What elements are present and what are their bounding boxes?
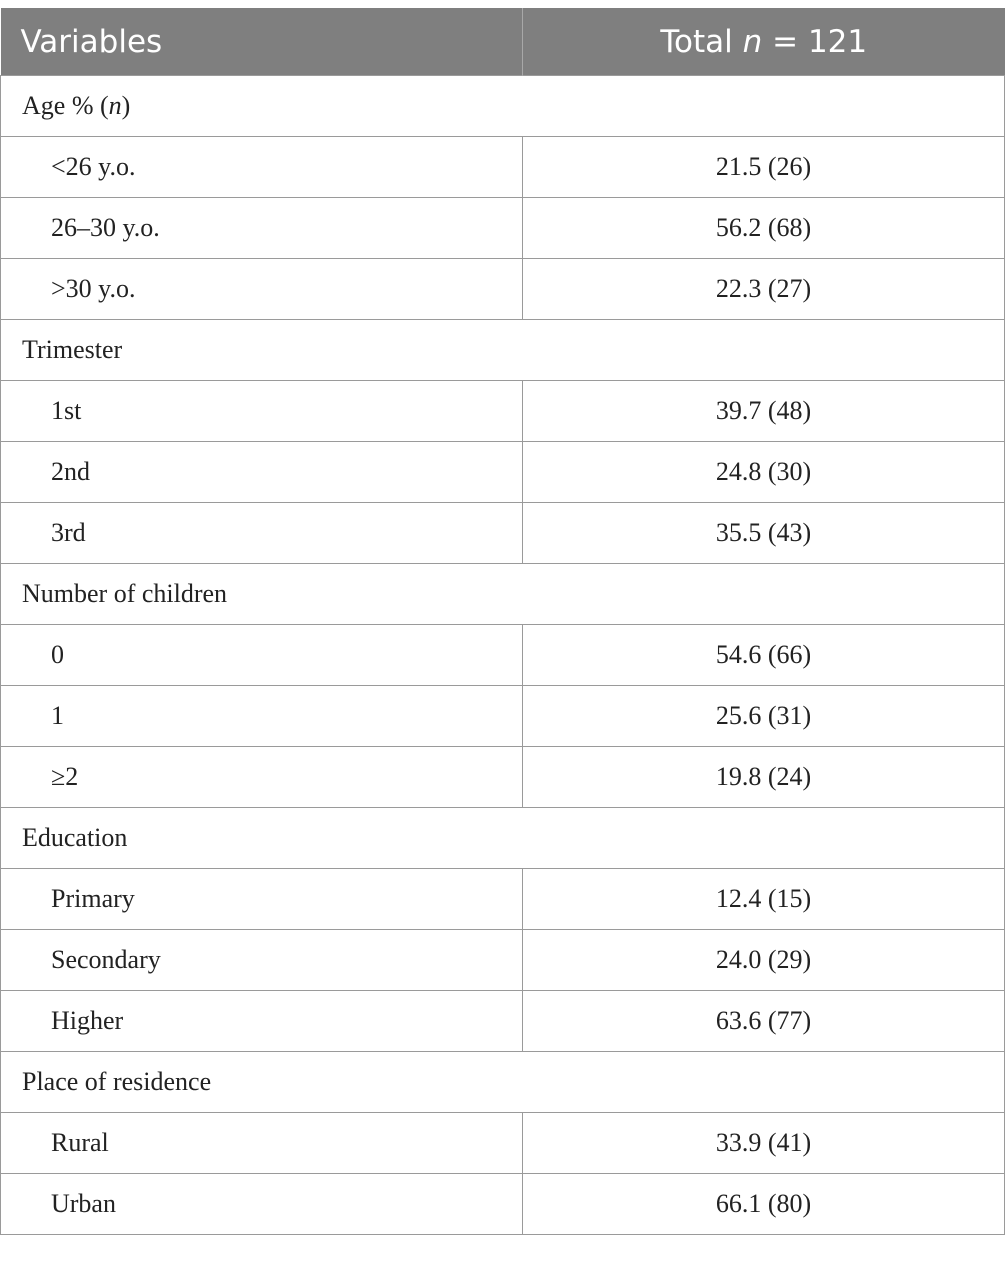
table-row bbox=[1, 503, 1005, 564]
row-label: 0 bbox=[1, 625, 523, 686]
row-value: 21.5 (26) bbox=[523, 137, 1005, 198]
row-value: 25.6 (31) bbox=[523, 686, 1005, 747]
row-value: 24.0 (29) bbox=[523, 930, 1005, 991]
row-value: 56.2 (68) bbox=[523, 198, 1005, 259]
row-value: 39.7 (48) bbox=[523, 381, 1005, 442]
group-label-age bbox=[1, 76, 1005, 137]
table-row bbox=[1, 259, 1005, 320]
row-label: 1 bbox=[1, 686, 523, 747]
group-row-children bbox=[1, 564, 1005, 625]
row-label: 3rd bbox=[1, 503, 523, 564]
row-label: Rural bbox=[1, 1113, 523, 1174]
group-row-residence bbox=[1, 1052, 1005, 1113]
table-row bbox=[1, 198, 1005, 259]
table-row bbox=[1, 625, 1005, 686]
row-value: 63.6 (77) bbox=[523, 991, 1005, 1052]
group-row-age bbox=[1, 76, 1005, 137]
group-label-age-n: n bbox=[108, 91, 122, 120]
row-value: 35.5 (43) bbox=[523, 503, 1005, 564]
table-row bbox=[1, 869, 1005, 930]
table-row bbox=[1, 930, 1005, 991]
header-total-suffix: = 121 bbox=[762, 23, 868, 60]
row-value: 66.1 (80) bbox=[523, 1174, 1005, 1235]
group-row-education bbox=[1, 808, 1005, 869]
table-row bbox=[1, 747, 1005, 808]
row-label: 2nd bbox=[1, 442, 523, 503]
row-value: 19.8 (24) bbox=[523, 747, 1005, 808]
table-row bbox=[1, 137, 1005, 198]
header-total bbox=[523, 8, 1005, 76]
header-total-n: n bbox=[742, 23, 763, 60]
row-label: 1st bbox=[1, 381, 523, 442]
group-label-residence: Place of residence bbox=[1, 1052, 1005, 1113]
table-row bbox=[1, 686, 1005, 747]
group-label-trimester: Trimester bbox=[1, 320, 1005, 381]
row-value: 24.8 (30) bbox=[523, 442, 1005, 503]
group-row-trimester bbox=[1, 320, 1005, 381]
row-label: Higher bbox=[1, 991, 523, 1052]
row-value: 33.9 (41) bbox=[523, 1113, 1005, 1174]
table-body bbox=[1, 76, 1005, 1235]
table-row bbox=[1, 442, 1005, 503]
row-label: Primary bbox=[1, 869, 523, 930]
row-label: <26 y.o. bbox=[1, 137, 523, 198]
row-value: 54.6 (66) bbox=[523, 625, 1005, 686]
table-row bbox=[1, 1113, 1005, 1174]
group-label-children: Number of children bbox=[1, 564, 1005, 625]
row-label: ≥2 bbox=[1, 747, 523, 808]
row-label: Urban bbox=[1, 1174, 523, 1235]
group-label-education: Education bbox=[1, 808, 1005, 869]
row-label: >30 y.o. bbox=[1, 259, 523, 320]
demographics-table bbox=[0, 8, 1005, 1235]
table-header bbox=[1, 8, 1005, 76]
group-label-age-text: Age % ( bbox=[22, 91, 109, 120]
group-label-age-close: ) bbox=[121, 91, 131, 120]
header-row bbox=[1, 8, 1005, 76]
header-variables: Variables bbox=[1, 8, 523, 76]
row-value: 12.4 (15) bbox=[523, 869, 1005, 930]
table-row bbox=[1, 991, 1005, 1052]
table-row bbox=[1, 1174, 1005, 1235]
row-value: 22.3 (27) bbox=[523, 259, 1005, 320]
header-total-prefix: Total bbox=[660, 23, 743, 60]
row-label: 26–30 y.o. bbox=[1, 198, 523, 259]
table-row bbox=[1, 381, 1005, 442]
row-label: Secondary bbox=[1, 930, 523, 991]
